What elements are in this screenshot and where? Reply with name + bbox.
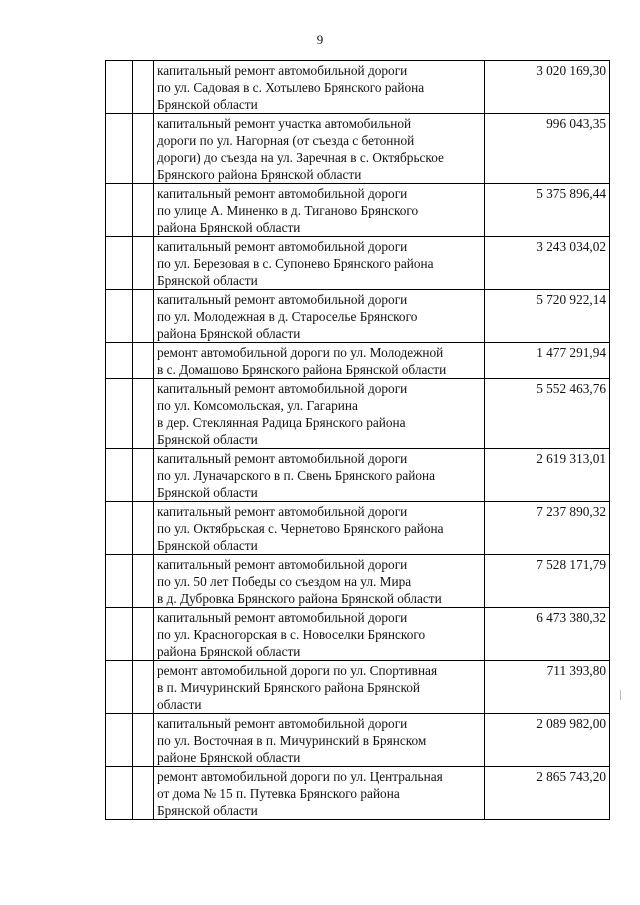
empty-cell-number — [106, 608, 133, 661]
empty-cell-number — [106, 61, 133, 114]
empty-cell-number — [106, 767, 133, 820]
empty-cell-code — [133, 290, 154, 343]
work-description-cell — [154, 379, 485, 449]
empty-cell-number — [106, 502, 133, 555]
empty-cell-number — [106, 555, 133, 608]
description-line: Брянской области — [157, 97, 258, 112]
work-description-cell — [154, 61, 485, 114]
amount-cell: 2 865 743,20 — [485, 767, 610, 820]
work-description-cell — [154, 714, 485, 767]
empty-cell-code — [133, 237, 154, 290]
work-description-cell — [154, 661, 485, 714]
description-line: дороги по ул. Нагорная (от съезда с бетонной — [157, 133, 415, 148]
empty-cell-number — [106, 237, 133, 290]
description-line: по ул. Красногорская в с. Новоселки Брянского — [157, 627, 426, 642]
work-description-cell — [154, 608, 485, 661]
description-line: капитальный ремонт автомобильной дороги — [157, 504, 408, 519]
table-body — [106, 61, 610, 820]
amount-cell: 5 720 922,14 — [485, 290, 610, 343]
description-line: по ул. 50 лет Победы со съездом на ул. Мира — [157, 574, 412, 589]
table-row — [106, 555, 610, 608]
empty-cell-code — [133, 555, 154, 608]
work-description-cell — [154, 290, 485, 343]
empty-cell-code — [133, 61, 154, 114]
amount-cell: 996 043,35 — [485, 114, 610, 184]
table-row — [106, 502, 610, 555]
description-line: капитальный ремонт автомобильной дороги — [157, 186, 408, 201]
empty-cell-number — [106, 661, 133, 714]
empty-cell-number — [106, 449, 133, 502]
description-line: капитальный ремонт автомобильной дороги — [157, 292, 408, 307]
work-description-cell — [154, 502, 485, 555]
description-line: по улице А. Миненко в д. Тиганово Брянского — [157, 203, 419, 218]
description-line: от дома № 15 п. Путевка Брянского района — [157, 786, 400, 801]
description-line: ремонт автомобильной дороги по ул. Центральная — [157, 769, 443, 784]
table-row — [106, 290, 610, 343]
empty-cell-number — [106, 114, 133, 184]
description-line: капитальный ремонт автомобильной дороги — [157, 610, 408, 625]
table-row — [106, 184, 610, 237]
description-line: капитальный ремонт участка автомобильной — [157, 116, 412, 131]
description-line: капитальный ремонт автомобильной дороги — [157, 716, 408, 731]
description-line: по ул. Комсомольская, ул. Гагарина — [157, 398, 358, 413]
table-row — [106, 767, 610, 820]
table-row — [106, 449, 610, 502]
road-repair-table — [105, 60, 610, 820]
empty-cell-code — [133, 502, 154, 555]
description-line: по ул. Луначарского в п. Свень Брянского района — [157, 468, 436, 483]
empty-cell-code — [133, 608, 154, 661]
table-row — [106, 237, 610, 290]
description-line: области — [157, 697, 202, 712]
work-description-cell — [154, 184, 485, 237]
table-row — [106, 714, 610, 767]
amount-cell: 2 089 982,00 — [485, 714, 610, 767]
work-description-cell — [154, 237, 485, 290]
table-row — [106, 114, 610, 184]
description-line: дороги) до съезда на ул. Заречная в с. Октябрьское — [157, 150, 444, 165]
amount-cell: 7 528 171,79 — [485, 555, 610, 608]
description-line: Брянского района Брянской области — [157, 167, 362, 182]
amount-cell: 6 473 380,32 — [485, 608, 610, 661]
table-row — [106, 61, 610, 114]
empty-cell-code — [133, 379, 154, 449]
description-line: капитальный ремонт автомобильной дороги — [157, 451, 408, 466]
description-line: по ул. Октябрьская с. Чернетово Брянского района — [157, 521, 444, 536]
description-line: Брянской области — [157, 485, 258, 500]
work-description-cell — [154, 449, 485, 502]
empty-cell-code — [133, 661, 154, 714]
empty-cell-code — [133, 449, 154, 502]
description-line: по ул. Березовая в с. Супонево Брянского района — [157, 256, 434, 271]
amount-cell: 3 243 034,02 — [485, 237, 610, 290]
empty-cell-number — [106, 343, 133, 379]
description-line: Брянской области — [157, 273, 258, 288]
description-line: района Брянской области — [157, 326, 301, 341]
description-line: Брянской области — [157, 803, 258, 818]
work-description-cell — [154, 767, 485, 820]
amount-cell: 3 020 169,30 — [485, 61, 610, 114]
description-line: Брянской области — [157, 538, 258, 553]
work-description-cell — [154, 343, 485, 379]
description-line: по ул. Садовая в с. Хотылево Брянского района — [157, 80, 425, 95]
description-line: по ул. Молодежная в д. Староселье Брянского — [157, 309, 418, 324]
description-line: в с. Домашово Брянского района Брянской области — [157, 362, 447, 377]
description-line: в д. Дубровка Брянского района Брянской области — [157, 591, 442, 606]
empty-cell-number — [106, 379, 133, 449]
amount-cell: 711 393,80 — [485, 661, 610, 714]
empty-cell-code — [133, 184, 154, 237]
table-row — [106, 343, 610, 379]
empty-cell-code — [133, 114, 154, 184]
description-line: ремонт автомобильной дороги по ул. Спортивная — [157, 663, 438, 678]
table-row — [106, 608, 610, 661]
description-line: по ул. Восточная в п. Мичуринский в Брянском — [157, 733, 427, 748]
amount-cell: 2 619 313,01 — [485, 449, 610, 502]
description-line: района Брянской области — [157, 644, 301, 659]
description-line: капитальный ремонт автомобильной дороги — [157, 557, 408, 572]
work-description-cell — [154, 114, 485, 184]
empty-cell-number — [106, 714, 133, 767]
margin-mark — [620, 690, 621, 700]
amount-cell: 1 477 291,94 — [485, 343, 610, 379]
description-line: в дер. Стеклянная Радица Брянского района — [157, 415, 406, 430]
description-line: Брянской области — [157, 432, 258, 447]
description-line: районе Брянской области — [157, 750, 301, 765]
amount-cell: 5 375 896,44 — [485, 184, 610, 237]
description-line: в п. Мичуринский Брянского района Брянской — [157, 680, 421, 695]
description-line: капитальный ремонт автомобильной дороги — [157, 381, 408, 396]
description-line: района Брянской области — [157, 220, 301, 235]
empty-cell-number — [106, 184, 133, 237]
table-row — [106, 661, 610, 714]
description-line: капитальный ремонт автомобильной дороги — [157, 239, 408, 254]
amount-cell: 7 237 890,32 — [485, 502, 610, 555]
empty-cell-code — [133, 343, 154, 379]
empty-cell-number — [106, 290, 133, 343]
amount-cell: 5 552 463,76 — [485, 379, 610, 449]
empty-cell-code — [133, 714, 154, 767]
work-description-cell — [154, 555, 485, 608]
empty-cell-code — [133, 767, 154, 820]
description-line: ремонт автомобильной дороги по ул. Молодежной — [157, 345, 444, 360]
table-row — [106, 379, 610, 449]
page-number: 9 — [316, 32, 324, 47]
description-line: капитальный ремонт автомобильной дороги — [157, 63, 408, 78]
